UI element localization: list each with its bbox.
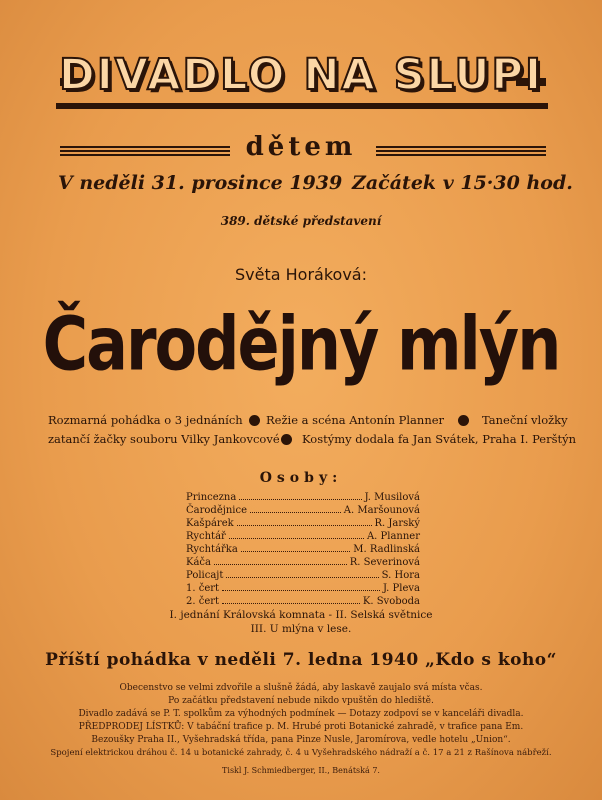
cast-actor: J. Musilová bbox=[364, 492, 420, 503]
dot-leader bbox=[222, 603, 360, 604]
bullet-dot bbox=[281, 434, 292, 445]
cast-actor: A. Planner bbox=[366, 531, 420, 542]
acts-line-1: I. jednání Královská komnata - II. Selská světnice bbox=[169, 609, 433, 621]
cast-role: Princezna bbox=[186, 492, 237, 503]
dot-leader bbox=[222, 590, 380, 591]
notice-line: PŘEDPRODEJ LÍSTKŮ: V tabáční trafice p. M. Hrubé proti Botanické zahradě, v trafice pana Em. bbox=[78, 722, 524, 732]
acts-line-2: III. U mlýna v lese. bbox=[250, 623, 352, 635]
cast-role: Káča bbox=[186, 557, 211, 568]
dot-leader bbox=[250, 512, 341, 513]
play-author: Světa Horáková: bbox=[235, 265, 367, 284]
show-date: V neděli 31. prosince 1939 bbox=[58, 172, 343, 194]
cast-row bbox=[186, 557, 420, 569]
credit-costumes: Kostýmy dodala fa Jan Svátek, Praha I. Perštýn bbox=[302, 432, 577, 446]
cast-role: Kašpárek bbox=[186, 518, 234, 529]
cast-actor: R. Jarský bbox=[374, 518, 420, 529]
cast-role: Čarodějnice bbox=[186, 505, 247, 516]
cast-row bbox=[186, 596, 420, 608]
notice-line: Obecenstvo se velmi zdvořile a slušně žádá, aby laskavě zaujalo svá místa včas. bbox=[119, 683, 483, 693]
performance-number: 389. dětské představení bbox=[220, 214, 382, 228]
notice-line: Po začátku představení nebude nikdo vpuštěn do hlediště. bbox=[168, 696, 434, 706]
cast-row bbox=[186, 544, 420, 556]
cast-actor: J. Pleva bbox=[382, 583, 420, 594]
cast-row bbox=[186, 570, 420, 582]
play-title: Čarodějný mlýn bbox=[42, 300, 560, 388]
bullet-dot bbox=[458, 415, 469, 426]
cast-actor: K. Svoboda bbox=[362, 596, 420, 607]
dot-leader bbox=[241, 551, 350, 552]
cast-row bbox=[186, 531, 420, 543]
notice-line: Spojení elektrickou dráhou č. 14 u botanické zahrady, č. 4 u Vyšehradského nádraží a č. 17 a 21 z Rašínova nábřeží. bbox=[50, 748, 552, 758]
cast-role: 2. čert bbox=[186, 596, 220, 607]
next-show: Příští pohádka v neděli 7. ledna 1940 „Kdo s koho“ bbox=[45, 650, 557, 670]
dot-leader bbox=[226, 577, 378, 578]
header-rule-bottom bbox=[56, 103, 548, 109]
credit-director: Režie a scéna Antonín Planner bbox=[266, 413, 445, 427]
cast-heading: Osoby: bbox=[259, 470, 343, 486]
printer-imprint: Tiskl J. Schmiedberger, II., Benátská 7. bbox=[222, 766, 380, 775]
cast-role: 1. čert bbox=[186, 583, 220, 594]
cast-actor: M. Radlinská bbox=[353, 544, 420, 555]
bullet-dot bbox=[249, 415, 260, 426]
dot-leader bbox=[214, 564, 347, 565]
audience-label: dětem bbox=[245, 132, 357, 162]
credit-genre: Rozmarná pohádka o 3 jednáních bbox=[48, 413, 243, 427]
cast-role: Rychtářka bbox=[186, 544, 238, 555]
credit-dancers: zatančí žačky souboru Vilky Jankovcové bbox=[48, 432, 280, 446]
cast-row bbox=[186, 518, 420, 530]
cast-role: Policajt bbox=[186, 570, 224, 581]
dot-leader bbox=[239, 499, 361, 500]
dot-leader bbox=[237, 525, 372, 526]
cast-row bbox=[186, 505, 420, 517]
notice-line: Divadlo zadává se P. T. spolkům za výhodných podmínek — Dotazy zodpoví se v kanceláři divadla. bbox=[78, 709, 524, 719]
start-time: Začátek v 15·30 hod. bbox=[352, 172, 573, 194]
theatre-name: DIVADLO NA SLUPI bbox=[59, 50, 543, 100]
cast-actor: A. Maršounová bbox=[343, 505, 420, 516]
cast-role: Rychtář bbox=[186, 531, 226, 542]
cast-row bbox=[186, 583, 420, 595]
dot-leader bbox=[229, 538, 364, 539]
cast-actor: R. Severinová bbox=[349, 557, 420, 568]
credit-dance: Taneční vložky bbox=[482, 413, 568, 427]
cast-row bbox=[186, 492, 420, 504]
cast-actor: S. Hora bbox=[381, 570, 420, 581]
notice-line: Bezoušky Praha II., Vyšehradská třída, pana Pinze Nusle, Jaromírova, vedle hotelu „Union“. bbox=[91, 735, 511, 745]
